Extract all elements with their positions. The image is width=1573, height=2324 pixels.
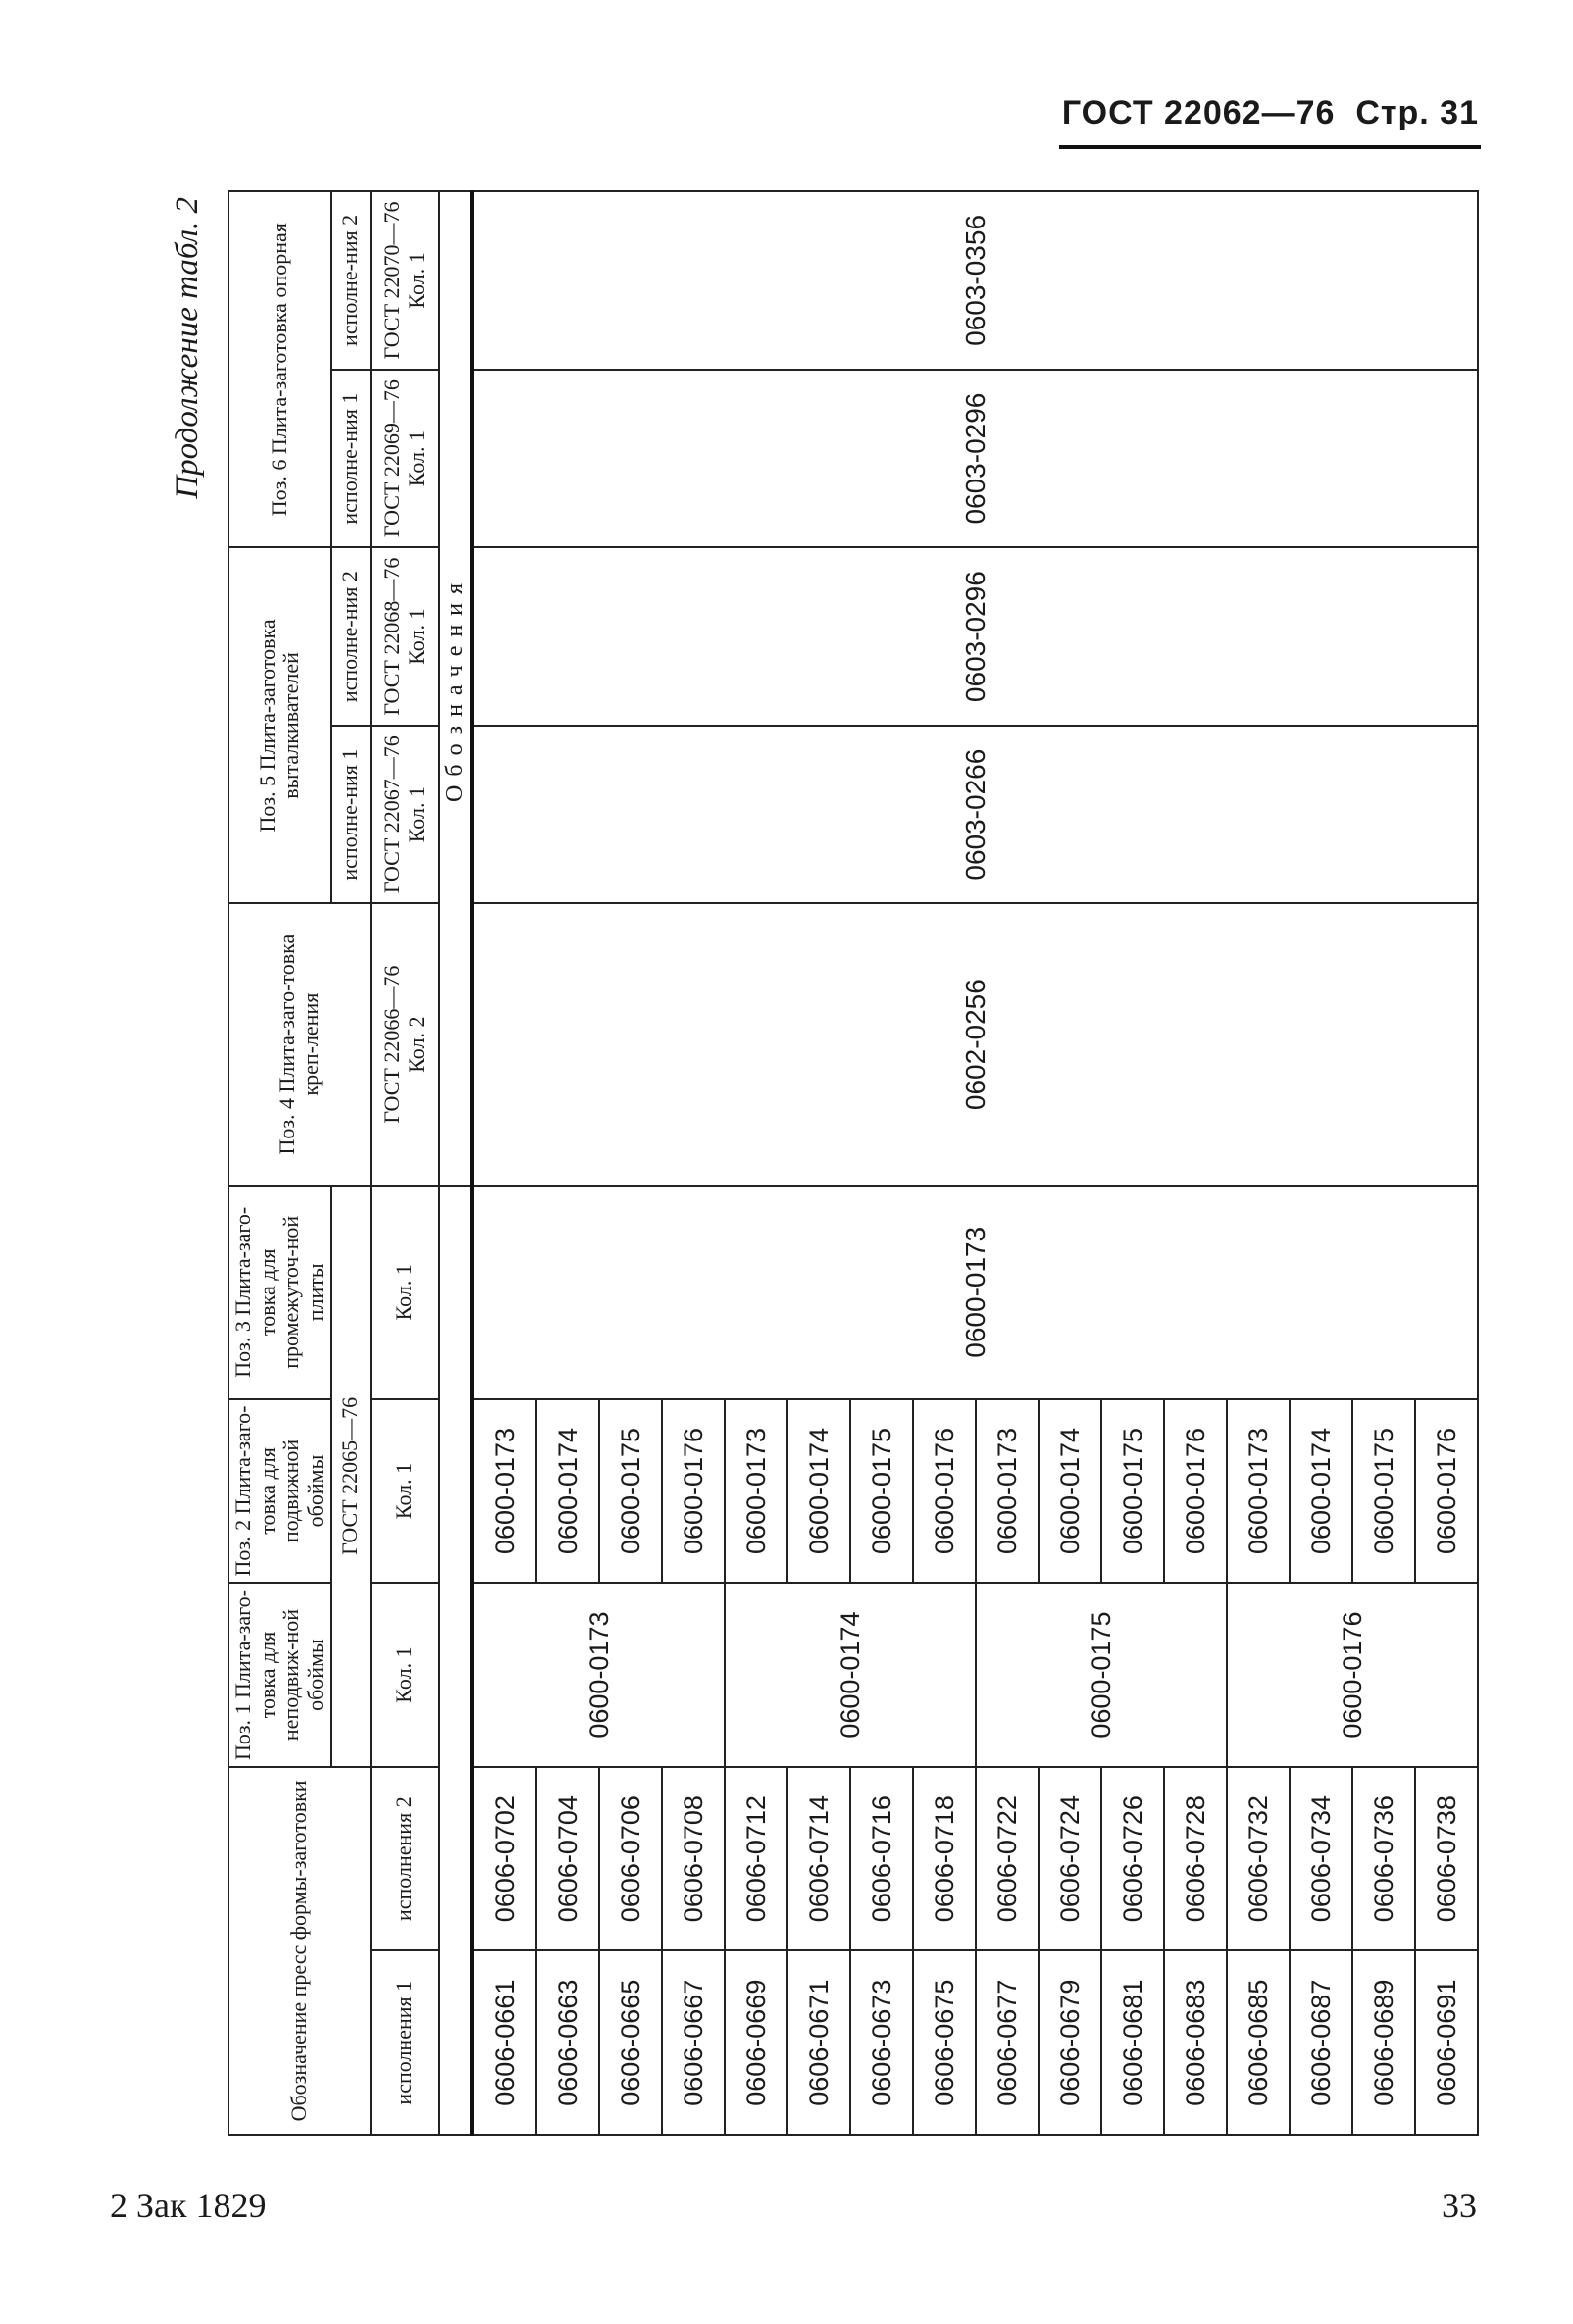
col-header-isp1: исполнения 1 bbox=[371, 1950, 439, 2135]
designation-isp2: 0606-0734 bbox=[1290, 1767, 1352, 1951]
designation-isp1: 0606-0671 bbox=[787, 1950, 850, 2135]
designation-isp1: 0606-0663 bbox=[536, 1950, 599, 2135]
col-header-designation: Обозначение пресс формы-заготовки bbox=[228, 1767, 371, 2135]
poz2-value: 0600-0174 bbox=[536, 1399, 599, 1584]
designation-isp2: 0606-0726 bbox=[1101, 1767, 1164, 1951]
poz5-isp2: исполне-ния 2 bbox=[331, 547, 371, 726]
poz2-value: 0600-0173 bbox=[976, 1399, 1039, 1584]
poz2-value: 0600-0175 bbox=[850, 1399, 913, 1584]
poz3-kol: Кол. 1 bbox=[371, 1186, 439, 1399]
header-gost: ГОСТ 22062—76 bbox=[1061, 94, 1336, 131]
poz6-isp2-value: 0603-0356 bbox=[472, 191, 1478, 370]
poz2-value: 0600-0175 bbox=[599, 1399, 662, 1584]
designation-isp1: 0606-0675 bbox=[913, 1950, 976, 2135]
table-body bbox=[472, 191, 1478, 2135]
designation-isp1: 0606-0677 bbox=[976, 1950, 1039, 2135]
poz5-kol1: Кол. 1 bbox=[403, 786, 429, 843]
designations-label: Обозначения bbox=[439, 191, 473, 1186]
poz6-gost2-kol bbox=[371, 191, 439, 370]
designation-isp2: 0606-0722 bbox=[976, 1767, 1039, 1951]
table-caption: Продолжение табл. 2 bbox=[169, 197, 205, 499]
designation-isp1: 0606-0689 bbox=[1352, 1950, 1415, 2135]
poz2-value: 0600-0176 bbox=[1164, 1399, 1227, 1584]
col-header-poz5: Поз. 5 Плита-заготовка выталкивателей bbox=[228, 547, 331, 903]
poz4-kol: Кол. 2 bbox=[403, 1016, 429, 1073]
spacer-cell bbox=[439, 1767, 473, 2135]
poz3-value: 0600-0173 bbox=[472, 1186, 1478, 1399]
poz1-value: 0600-0173 bbox=[472, 1583, 725, 1767]
designation-isp2: 0606-0724 bbox=[1039, 1767, 1101, 1951]
poz6-isp1-value: 0603-0296 bbox=[472, 370, 1478, 548]
poz2-kol: Кол. 1 bbox=[371, 1399, 439, 1584]
designation-isp1: 0606-0683 bbox=[1164, 1950, 1227, 2135]
poz2-value: 0600-0176 bbox=[1415, 1399, 1478, 1584]
designation-isp2: 0606-0704 bbox=[536, 1767, 599, 1951]
poz6-kol2: Кол. 1 bbox=[403, 252, 429, 309]
designation-isp1: 0606-0667 bbox=[662, 1950, 725, 2135]
poz6-gost1: ГОСТ 22069—76 bbox=[379, 379, 404, 538]
poz2-value: 0600-0174 bbox=[787, 1399, 850, 1584]
spacer-cell bbox=[439, 1186, 473, 1767]
designation-isp1: 0606-0687 bbox=[1290, 1950, 1352, 2135]
poz6-kol1: Кол. 1 bbox=[403, 429, 429, 487]
poz4-gost: ГОСТ 22066—76 bbox=[379, 965, 404, 1124]
poz1-value: 0600-0174 bbox=[725, 1583, 976, 1767]
designation-isp2: 0606-0716 bbox=[850, 1767, 913, 1951]
col-header-isp2: исполнения 2 bbox=[371, 1767, 439, 1951]
table-row bbox=[472, 191, 536, 2135]
poz5-isp1-value: 0603-0266 bbox=[472, 726, 1478, 904]
designation-isp1: 0606-0679 bbox=[1039, 1950, 1101, 2135]
poz2-value: 0600-0176 bbox=[913, 1399, 976, 1584]
designation-table bbox=[153, 190, 1479, 2136]
poz1-value: 0600-0175 bbox=[976, 1583, 1227, 1767]
designation-isp2: 0606-0728 bbox=[1164, 1767, 1227, 1951]
poz5-isp2-value: 0603-0296 bbox=[472, 547, 1478, 726]
designation-isp2: 0606-0714 bbox=[787, 1767, 850, 1951]
poz5-isp1: исполне-ния 1 bbox=[331, 726, 371, 904]
poz2-value: 0600-0173 bbox=[472, 1399, 536, 1584]
header-page-label: Стр. 31 bbox=[1355, 94, 1479, 131]
poz5-gost1-kol bbox=[371, 726, 439, 904]
poz4-gost-kol bbox=[371, 903, 439, 1185]
footer-order: 2 Зак 1829 bbox=[110, 2186, 267, 2225]
page-header bbox=[1062, 94, 1479, 132]
poz2-value: 0600-0173 bbox=[1227, 1399, 1290, 1584]
designation-isp1: 0606-0665 bbox=[599, 1950, 662, 2135]
col-header-poz1: Поз. 1 Плита-заго-товка для неподвиж-ной обоймы bbox=[228, 1583, 331, 1767]
designation-isp1: 0606-0681 bbox=[1101, 1950, 1164, 2135]
designation-isp2: 0606-0706 bbox=[599, 1767, 662, 1951]
col-header-poz4 bbox=[228, 903, 371, 1185]
designation-isp2: 0606-0718 bbox=[913, 1767, 976, 1951]
rotated-table-container bbox=[153, 190, 1479, 2136]
poz4-title: Поз. 4 Плита-заго-товка креп-ления bbox=[274, 934, 324, 1155]
poz2-value: 0600-0176 bbox=[662, 1399, 725, 1584]
col-header-poz3: Поз. 3 Плита-заго-товка для промежуточ-ной плиты bbox=[228, 1186, 331, 1399]
poz2-value: 0600-0173 bbox=[725, 1399, 787, 1584]
poz5-gost1: ГОСТ 22067—76 bbox=[379, 735, 404, 894]
poz6-gost2: ГОСТ 22070—76 bbox=[379, 201, 404, 360]
designation-isp1: 0606-0685 bbox=[1227, 1950, 1290, 2135]
poz4-value: 0602-0256 bbox=[472, 903, 1478, 1185]
poz2-value: 0600-0175 bbox=[1352, 1399, 1415, 1584]
designation-isp1: 0606-0669 bbox=[725, 1950, 787, 2135]
designation-isp2: 0606-0736 bbox=[1352, 1767, 1415, 1951]
poz6-isp2: исполне-ния 2 bbox=[331, 191, 371, 370]
col-header-poz2: Поз. 2 Плита-заго-товка для подвижной обоймы bbox=[228, 1399, 331, 1584]
poz1-kol: Кол. 1 bbox=[371, 1583, 439, 1767]
gost-22065: ГОСТ 22065—76 bbox=[331, 1186, 371, 1767]
poz5-kol2: Кол. 1 bbox=[403, 608, 429, 665]
poz1-value: 0600-0176 bbox=[1227, 1583, 1478, 1767]
poz2-value: 0600-0174 bbox=[1290, 1399, 1352, 1584]
designation-isp2: 0606-0712 bbox=[725, 1767, 787, 1951]
designation-isp2: 0606-0732 bbox=[1227, 1767, 1290, 1951]
poz6-isp1: исполне-ния 1 bbox=[331, 370, 371, 548]
footer-page-number: 33 bbox=[1442, 2186, 1477, 2225]
designation-isp2: 0606-0708 bbox=[662, 1767, 725, 1951]
poz6-gost1-kol bbox=[371, 370, 439, 548]
designation-isp2: 0606-0738 bbox=[1415, 1767, 1478, 1951]
poz5-gost2-kol bbox=[371, 547, 439, 726]
col-header-poz6: Поз. 6 Плита-заготовка опорная bbox=[228, 191, 331, 547]
designation-isp2: 0606-0702 bbox=[472, 1767, 536, 1951]
poz2-value: 0600-0175 bbox=[1101, 1399, 1164, 1584]
designation-isp1: 0606-0691 bbox=[1415, 1950, 1478, 2135]
poz5-gost2: ГОСТ 22068—76 bbox=[379, 557, 404, 716]
header-rule bbox=[1059, 145, 1481, 149]
poz2-value: 0600-0174 bbox=[1039, 1399, 1101, 1584]
designation-isp1: 0606-0661 bbox=[472, 1950, 536, 2135]
designation-isp1: 0606-0673 bbox=[850, 1950, 913, 2135]
